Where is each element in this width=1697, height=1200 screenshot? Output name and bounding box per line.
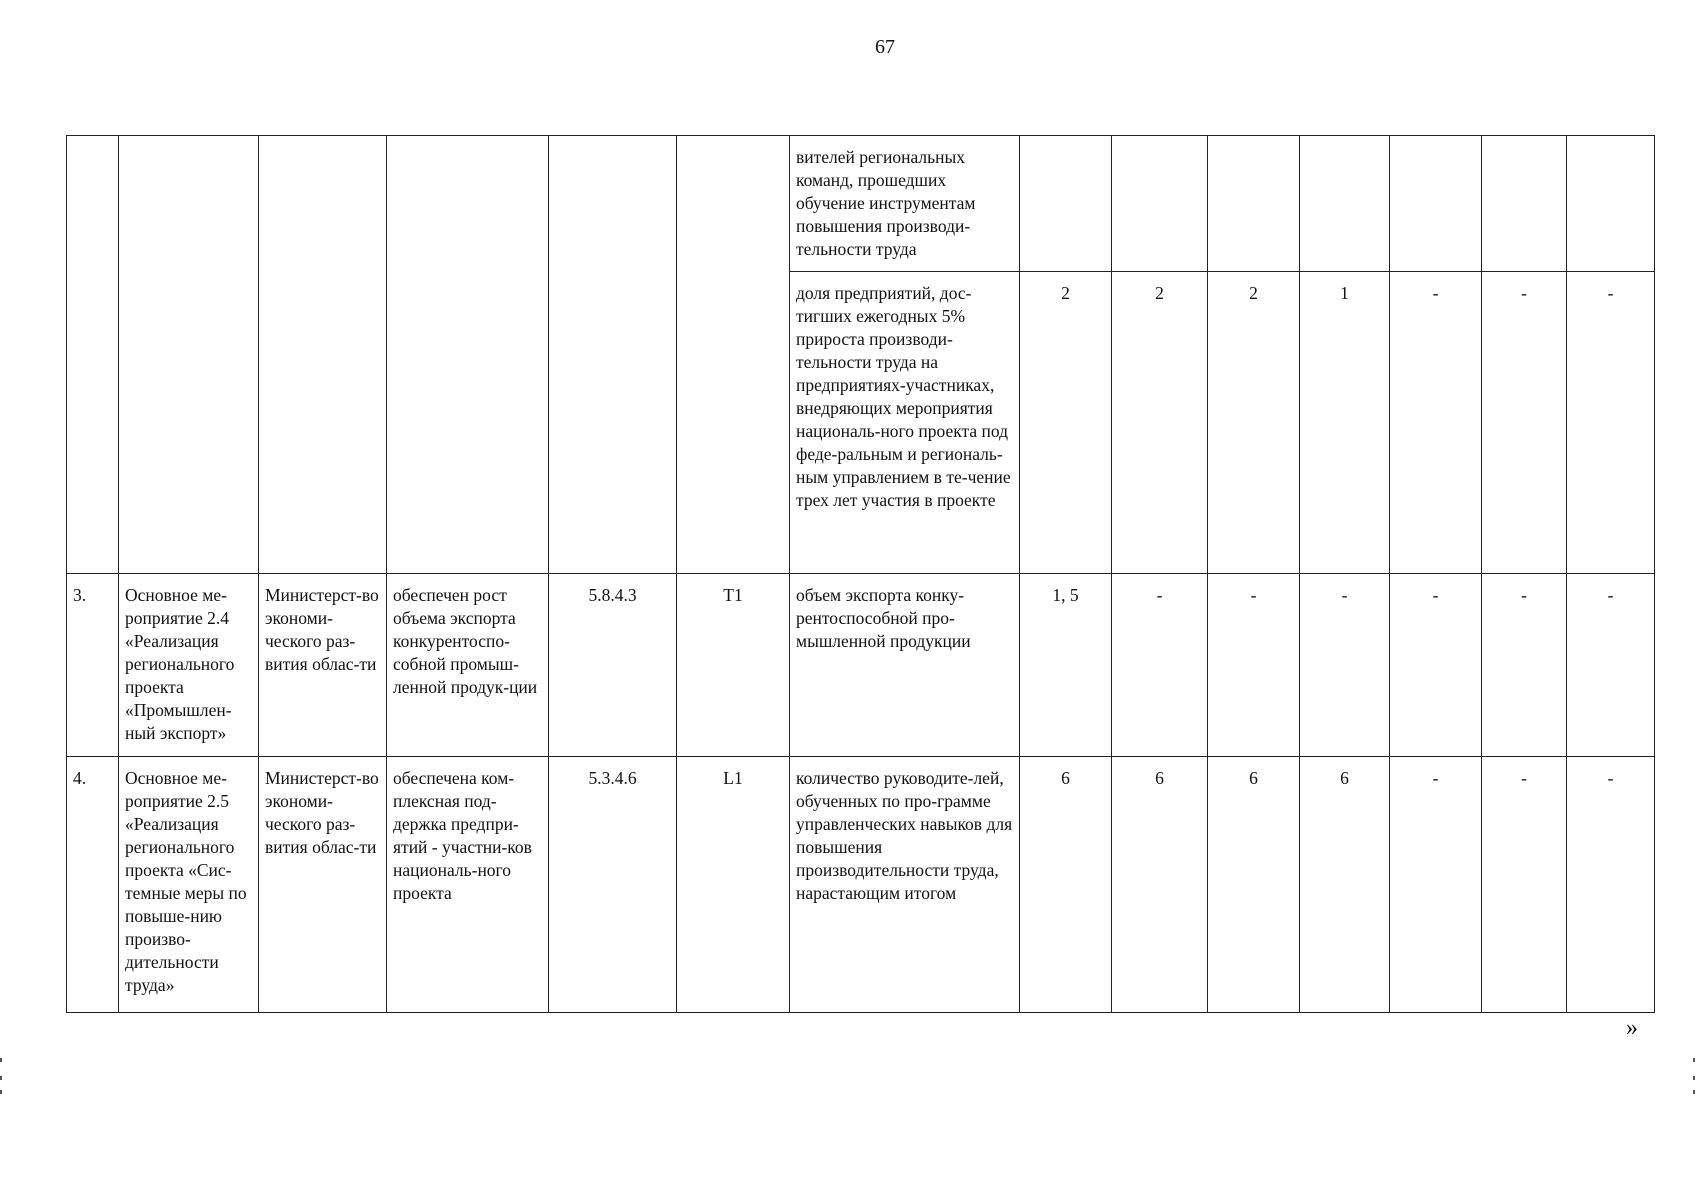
cell-number	[67, 136, 119, 574]
cell-executor: Министерст-во экономи-ческого раз-вития облас-ти	[259, 757, 387, 1013]
cell-value: -	[1390, 757, 1482, 1013]
page-number: 67	[875, 36, 895, 58]
cell-indicator-name: объем экспорта конку-рентоспособной про-мышленной продукции	[790, 574, 1020, 757]
table-row	[67, 757, 1655, 1013]
cell-value: 6	[1020, 757, 1112, 1013]
cell-value	[1482, 136, 1567, 272]
cell-value: 2	[1208, 272, 1300, 574]
scan-mark	[1693, 1076, 1695, 1080]
cell-indicator-code: Т1	[677, 574, 790, 757]
cell-value: -	[1567, 272, 1655, 574]
cell-value	[1208, 136, 1300, 272]
cell-value	[1300, 136, 1390, 272]
cell-value	[1112, 136, 1208, 272]
cell-result	[387, 136, 549, 574]
cell-indicator-name: доля предприятий, дос-тигших ежегодных 5% прироста производи-тельности труда на предприятиях-участниках, внедряющих мероприятия националь-ного проекта под феде-ральным и региональ-ным управлением в те-чение трех лет участия в проекте	[790, 272, 1020, 574]
closing-quote-mark: »	[1626, 1015, 1638, 1041]
cell-value: -	[1208, 574, 1300, 757]
cell-value: -	[1300, 574, 1390, 757]
cell-code: 5.8.4.3	[549, 574, 677, 757]
cell-value	[1020, 136, 1112, 272]
scan-mark	[0, 1058, 2, 1062]
cell-indicator-name: вителей региональных команд, прошедших обучение инструментам повышения производи-тельности труда	[790, 136, 1020, 272]
cell-value: 6	[1208, 757, 1300, 1013]
cell-value: -	[1567, 574, 1655, 757]
scan-mark	[1693, 1090, 1695, 1094]
cell-value: 6	[1300, 757, 1390, 1013]
scan-mark	[1693, 1058, 1695, 1062]
table-row	[67, 574, 1655, 757]
cell-value: -	[1482, 757, 1567, 1013]
cell-executor: Министерст-во экономи-ческого раз-вития облас-ти	[259, 574, 387, 757]
cell-indicator-code	[677, 136, 790, 574]
cell-number: 4.	[67, 757, 119, 1013]
cell-indicator-name: количество руководите-лей, обученных по про-грамме управленческих навыков для повышения производительности труда, нарастающим итогом	[790, 757, 1020, 1013]
cell-activity: Основное ме-роприятие 2.5 «Реализация регионального проекта «Сис-темные меры по повыше-нию произво-дительности труда»	[119, 757, 259, 1013]
cell-result: обеспечен рост объема экспорта конкурентоспо-собной промыш-ленной продук-ции	[387, 574, 549, 757]
cell-activity: Основное ме-роприятие 2.4 «Реализация регионального проекта «Промышлен-ный экспорт»	[119, 574, 259, 757]
cell-value: -	[1112, 574, 1208, 757]
scan-mark	[0, 1076, 2, 1080]
cell-value: 2	[1020, 272, 1112, 574]
cell-value: -	[1567, 757, 1655, 1013]
scan-mark	[0, 1090, 2, 1094]
cell-value: 2	[1112, 272, 1208, 574]
cell-executor	[259, 136, 387, 574]
cell-value: -	[1482, 272, 1567, 574]
cell-activity	[119, 136, 259, 574]
cell-value: 1	[1300, 272, 1390, 574]
cell-result: обеспечена ком-плексная под-держка предпри-ятий - участни-ков националь-ного проекта	[387, 757, 549, 1013]
cell-value	[1567, 136, 1655, 272]
cell-number: 3.	[67, 574, 119, 757]
cell-indicator-code: L1	[677, 757, 790, 1013]
cell-value	[1390, 136, 1482, 272]
cell-value: -	[1390, 574, 1482, 757]
cell-value: 6	[1112, 757, 1208, 1013]
indicators-table	[66, 135, 1655, 1013]
cell-code: 5.3.4.6	[549, 757, 677, 1013]
cell-code	[549, 136, 677, 574]
cell-value: -	[1482, 574, 1567, 757]
table-row	[67, 136, 1655, 272]
cell-value: 1, 5	[1020, 574, 1112, 757]
cell-value: -	[1390, 272, 1482, 574]
